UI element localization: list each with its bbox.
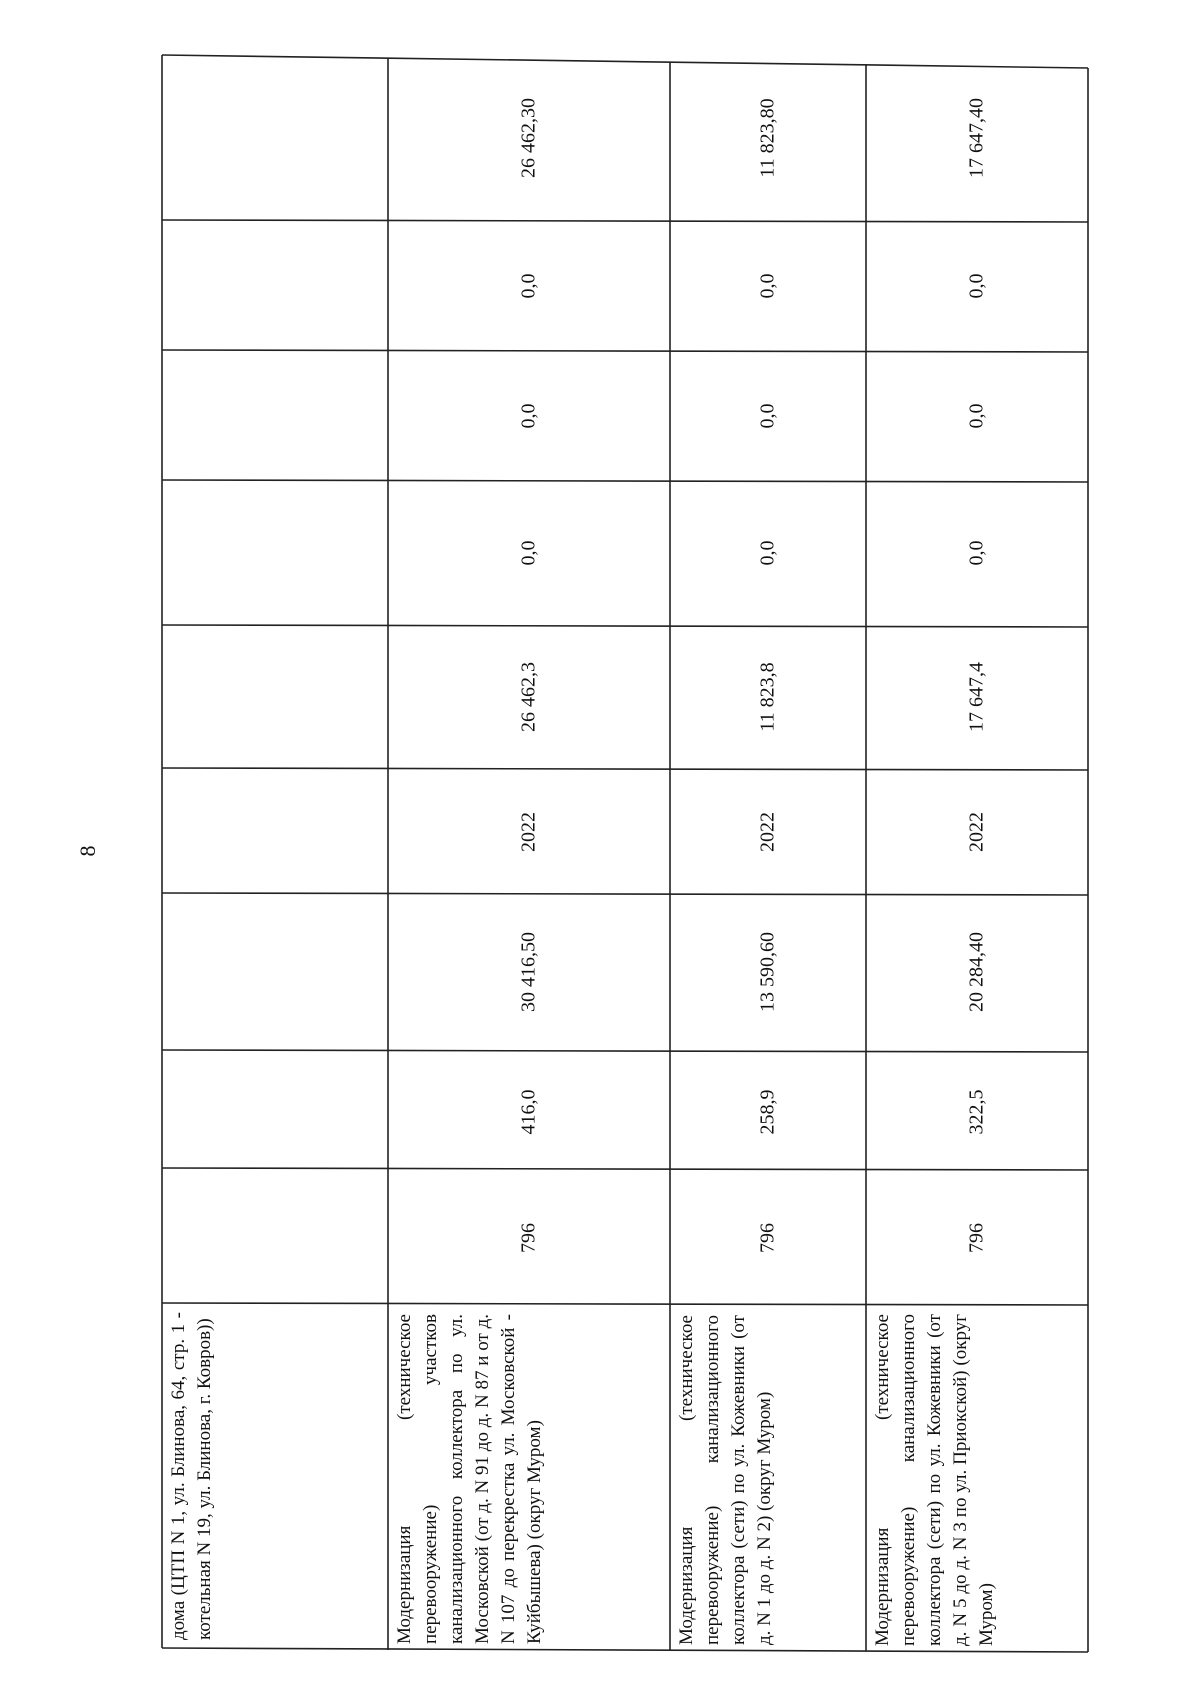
row-3-qty: 322,5 — [965, 1089, 988, 1135]
row-1-cost: 30 416,50 — [517, 932, 540, 1012]
row-2-total: 11 823,80 — [756, 98, 779, 178]
row-1-v3: 0,0 — [517, 403, 540, 429]
row-2-v4: 0,0 — [756, 273, 779, 299]
row-2-description: Модернизация (техническое перевооружение) канализационного коллектора (сети) по ул. Кожевники (от д. N 1 до д. N 2) (округ Муром) — [676, 1315, 775, 1645]
row-1-total: 26 462,30 — [517, 98, 540, 178]
row-1-v2: 0,0 — [517, 540, 540, 566]
row-1-code: 796 — [517, 1223, 540, 1253]
row-1-description: Модернизация (техническое перевооружение) участков канализационного коллектора по ул. Московской (от д. N 91 до д. N 87 и от д. N 107 до перекрестка ул. Московской - Куйбышева) (округ Муром) — [394, 1314, 545, 1644]
row-1-v4: 0,0 — [517, 273, 540, 299]
row-2-code: 796 — [756, 1223, 779, 1253]
row-2-v1: 11 823,8 — [756, 662, 779, 732]
row-2-v2: 0,0 — [756, 540, 779, 566]
row-2-cost: 13 590,60 — [756, 932, 779, 1012]
page-number: 8 — [75, 845, 100, 857]
continued-row-description: дома (ЦТП N 1, ул. Блинова, 64, стр. 1 - котельная N 19, ул. Блинова, г. Ковров)) — [168, 1312, 215, 1640]
row-3-v3: 0,0 — [965, 403, 988, 429]
row-2-v3: 0,0 — [756, 403, 779, 429]
row-1-v1: 26 462,3 — [517, 662, 540, 732]
row-3-v4: 0,0 — [965, 273, 988, 299]
row-3-year: 2022 — [965, 812, 988, 852]
row-3-v1: 17 647,4 — [965, 662, 988, 732]
row-2-year: 2022 — [756, 812, 779, 852]
row-3-description: Модернизация (техническое перевооружение) канализационного коллектора (сети) по ул. Кожевники (от д. N 5 до д. N 3 по ул. Приокской) (округ Муром) — [872, 1314, 997, 1646]
row-2-qty: 258,9 — [756, 1089, 779, 1135]
row-3-total: 17 647,40 — [965, 98, 988, 178]
row-3-code: 796 — [965, 1223, 988, 1253]
row-3-v2: 0,0 — [965, 540, 988, 566]
row-3-cost: 20 284,40 — [965, 932, 988, 1012]
row-1-year: 2022 — [517, 812, 540, 852]
row-1-qty: 416,0 — [517, 1089, 540, 1135]
